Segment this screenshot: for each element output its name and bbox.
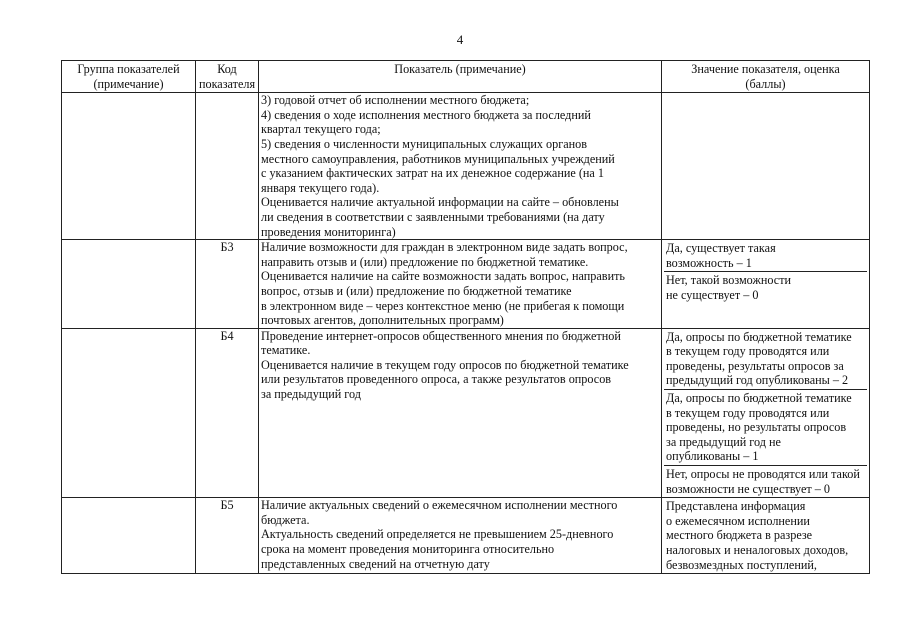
header-code-line: показателя [198,76,256,91]
header-value-line: (баллы) [745,76,786,91]
score-option [664,272,867,303]
indicator-line: 5) сведения о численности муниципальных служащих органов [261,136,587,151]
table-row [62,93,870,240]
indicator-line: представленных сведений на отчетную дату [261,556,490,571]
code-cell: Б5 [196,498,259,574]
score-option-line: в текущем году проводятся или [666,405,830,420]
indicator-cell [259,498,662,574]
indicator-line: местного самоуправления, работников муниципальных учреждений [261,151,615,166]
indicator-line: в электронном виде – через контекстное меню (не прибегая к помощи [261,298,625,313]
page-number: 4 [456,32,464,47]
indicator-line: почтовых агентов, дополнительных программ) [261,313,504,328]
indicator-line: Наличие возможности для граждан в электронном виде задать вопрос, [261,240,628,255]
score-option [664,329,867,390]
score-option-line: проведены, но результаты опросов [666,420,847,435]
score-option-line: Да, опросы по бюджетной тематике [666,329,852,344]
score-option-line: местного бюджета в разрезе [666,528,813,543]
indicator-cell [259,240,662,329]
score-option-line: Представлена информация [666,499,806,514]
table-header-row [62,61,870,93]
value-cell [662,93,870,240]
header-group-line: (примечание) [93,76,164,91]
indicator-line: Актуальность сведений определяется не превышением 25-дневного [261,527,614,542]
group-cell [62,93,196,240]
header-code [196,61,259,93]
header-group-line: Группа показателей [77,62,180,76]
score-option-line: в текущем году проводятся или [666,344,830,359]
indicator-line: ли сведения в соответствии с заявленными требованиями (на дату [261,209,605,224]
header-code-line: Код [217,62,237,76]
score-option-line: о ежемесячном исполнении [666,513,810,528]
indicator-line: 4) сведения о ходе исполнения местного бюджета за последний [261,107,591,122]
indicator-line: Оценивается наличие на сайте возможности задать вопрос, направить [261,269,625,284]
indicator-cell [259,328,662,498]
indicator-line: или результатов проведенного опроса, а также результатов опросов [261,372,612,387]
group-cell [62,240,196,329]
score-option-line: Нет, опросы не проводятся или такой [666,467,860,482]
score-option-line: предыдущий год опубликованы – 2 [666,373,849,388]
indicator-line: Проведение интернет-опросов общественного мнения по бюджетной [261,328,621,343]
indicator-line: Оценивается наличие актуальной информации на сайте – обновлены [261,195,619,210]
header-value [662,61,870,93]
score-option-line: безвозмездных поступлений, [666,557,817,572]
indicator-line: января текущего года). [261,180,380,195]
table-row [62,240,870,329]
score-option-line: не существует – 0 [666,287,759,302]
indicator-line: 3) годовой отчет об исполнении местного бюджета; [261,93,530,108]
score-option [664,390,867,466]
indicator-line: квартал текущего года; [261,122,381,137]
code-cell: Б3 [196,240,259,329]
indicator-line: тематике. [261,343,311,358]
score-option-line: возможность – 1 [666,255,752,270]
indicator-line: срока на момент проведения мониторинга относительно [261,542,555,556]
score-option [664,240,867,272]
score-option-line: налоговых и неналоговых доходов, [666,543,849,557]
group-cell [62,498,196,574]
table-row [62,498,870,574]
indicator-line: направить отзыв и (или) предложение по бюджетной тематике. [261,254,589,269]
header-value-line: Значение показателя, оценка [691,62,840,76]
table-body [62,93,870,574]
score-option [664,466,867,497]
score-option-line: Да, существует такая [666,241,776,256]
value-cell [662,240,870,329]
indicator-cell [259,93,662,240]
code-cell [196,93,259,240]
code-cell: Б4 [196,328,259,498]
value-cell [662,498,870,574]
indicator-line: вопрос, отзыв и (или) предложение по бюджетной тематике [261,283,572,298]
table-row [62,328,870,498]
header-indicator-line: Показатель (примечание) [394,62,526,76]
score-option-line: опубликованы – 1 [666,449,759,464]
score-option-line: возможности не существует – 0 [666,481,830,496]
group-cell [62,328,196,498]
indicator-line: с указанием фактических затрат на их денежное содержание (на 1 [261,166,604,181]
value-cell [662,328,870,498]
indicator-line: за предыдущий год [261,387,361,402]
score-option [664,498,867,573]
indicator-line: Наличие актуальных сведений о ежемесячном исполнении местного [261,498,618,513]
score-option-line: проведены, результаты опросов за [666,358,844,373]
score-option-line: Да, опросы по бюджетной тематике [666,391,852,406]
score-option-line: за предыдущий год не [666,434,781,449]
indicator-line: бюджета. [261,512,310,527]
score-option-line: Нет, такой возможности [666,273,792,288]
monitoring-table [61,60,870,574]
indicator-line: проведения мониторинга) [261,224,396,239]
header-group [62,61,196,93]
header-indicator [259,61,662,93]
indicator-line: Оценивается наличие в текущем году опросов по бюджетной тематике [261,357,629,372]
